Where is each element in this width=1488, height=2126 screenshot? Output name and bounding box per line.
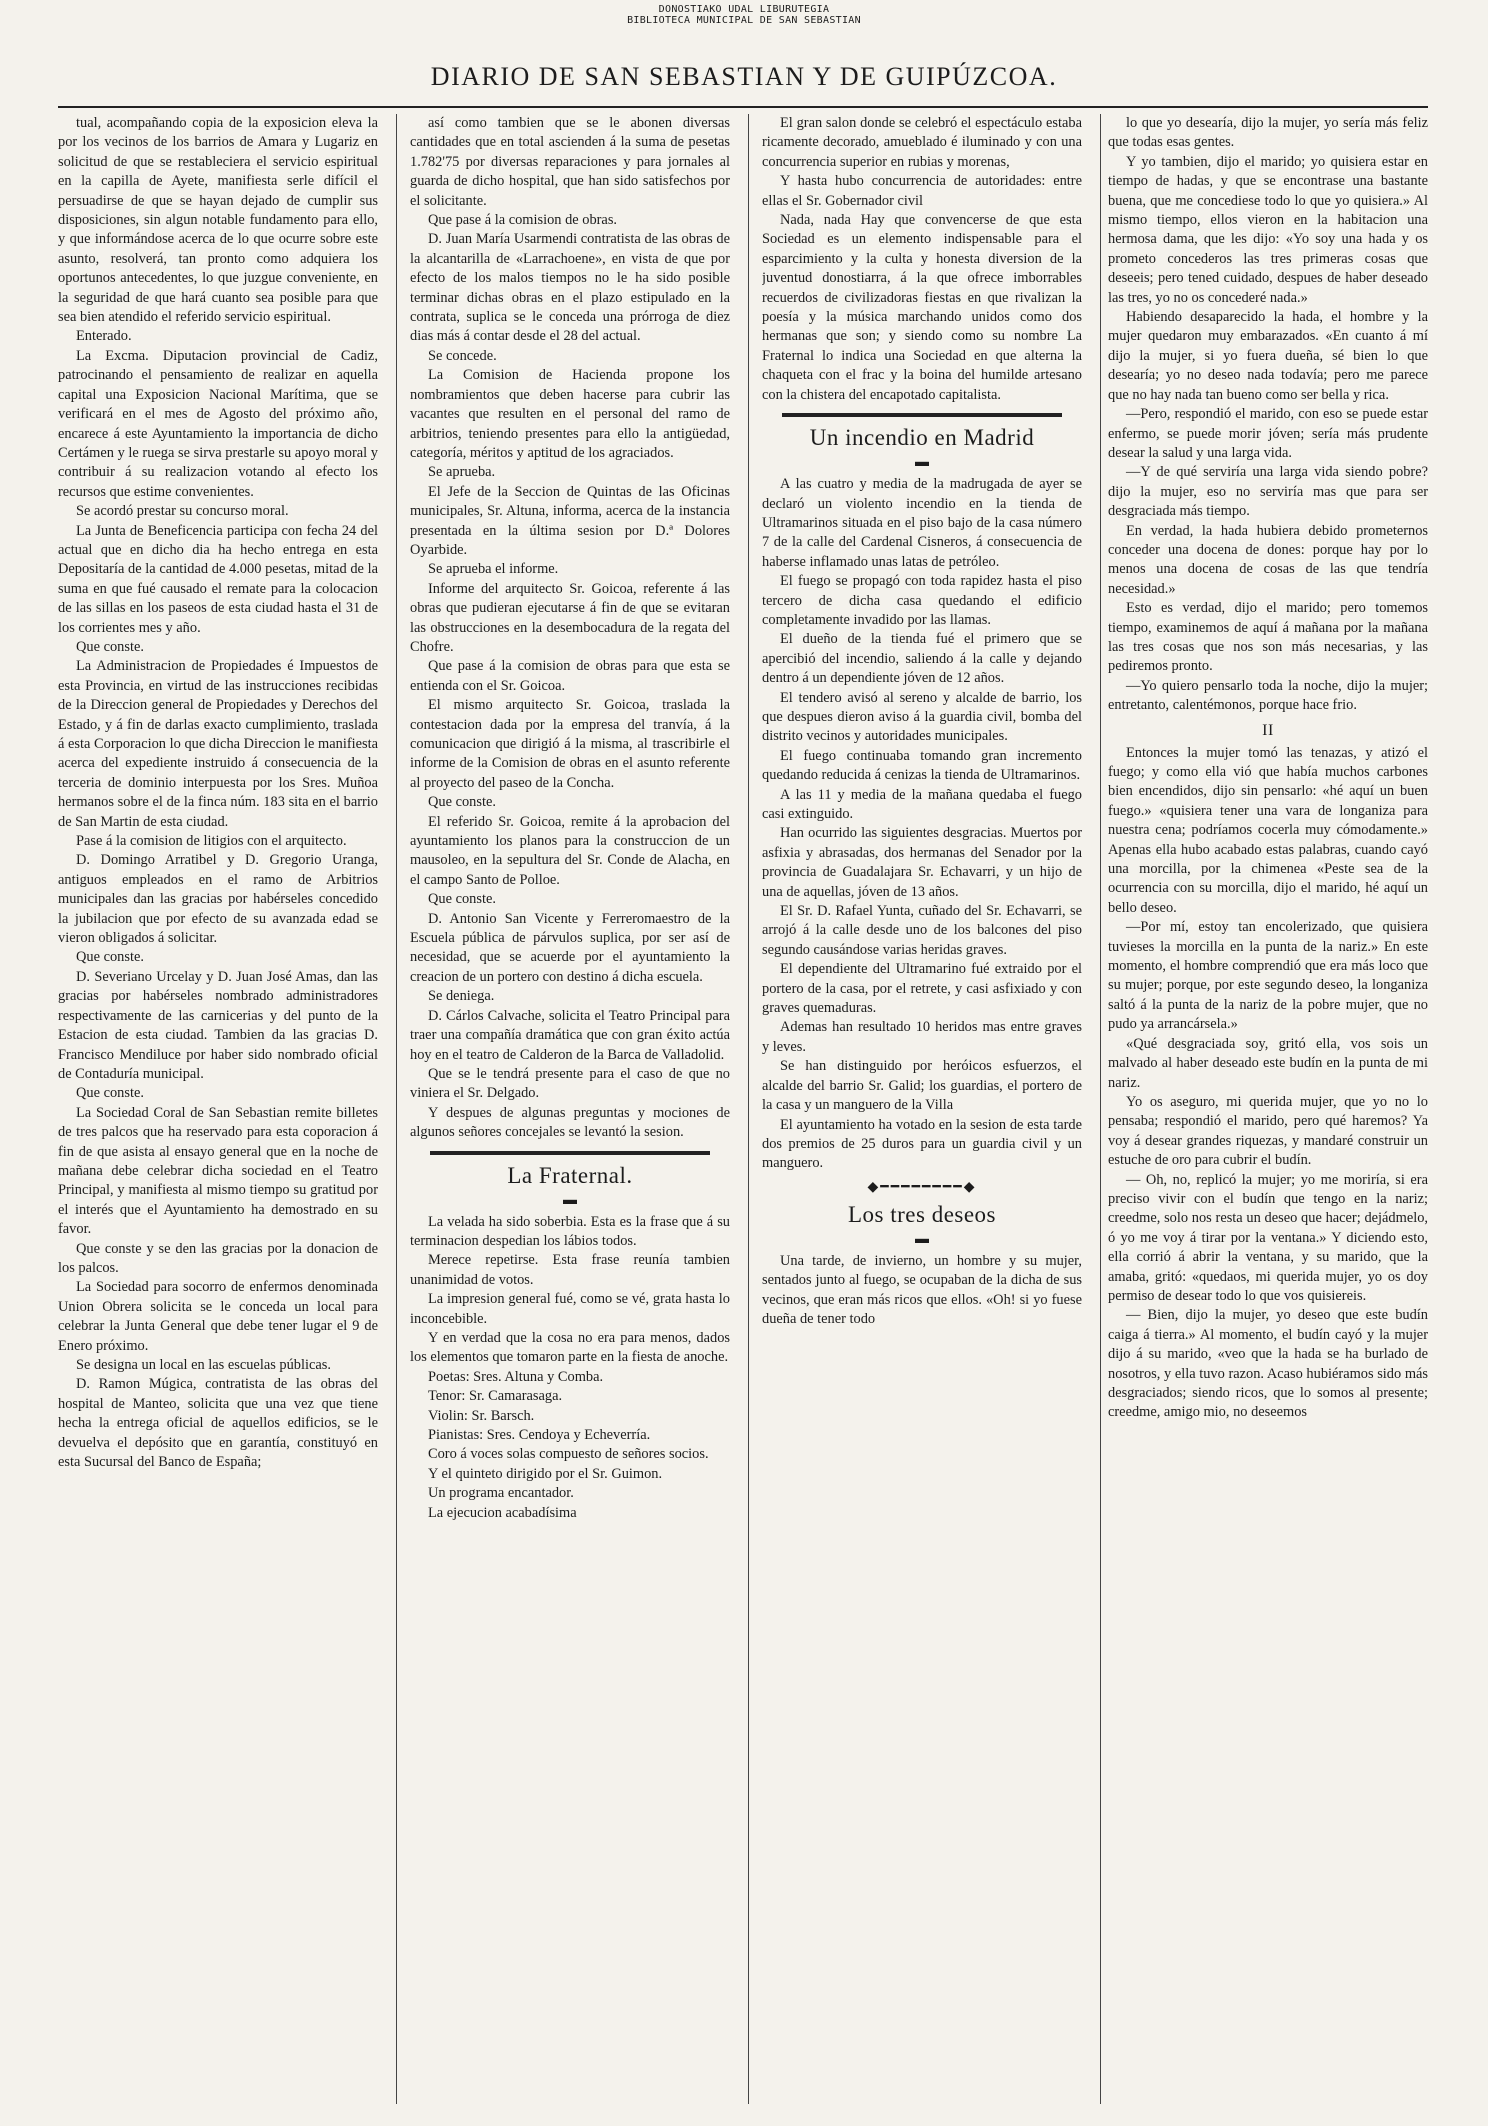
paragraph: —Y de qué serviría una larga vida siendo pobre? dijo la mujer, eso no serviría mas que para ser desgraciada más tiempo. (1108, 464, 1428, 520)
paragraph: El referido Sr. Goicoa, remite á la aprobacion del ayuntamiento los planos para la construccion de un mausoleo, en la sepultura del Sr. Conde de Alacha, en el campo Santo de Polloe. (410, 813, 730, 888)
paragraph: Poetas: Sres. Altuna y Comba. (428, 1368, 604, 1385)
page-columns (58, 114, 1428, 2104)
section-divider-ornament: ◆━━━━━━━━◆ (867, 1179, 977, 1195)
paragraph: La Excma. Diputacion provincial de Cadiz, patrocinando el pensamiento de realizar en aquella capital una Exposicion Nacional Marítima, que se verificará en el mes de Agosto del próximo año, encarece á este Ayuntamiento la importancia de dicho Certámen y le ruega se sirva prestarle su apoyo moral y contribuir á su realizacion votando al efecto los recursos que estime convenientes. (58, 347, 378, 500)
paragraph: —Yo quiero pensarlo toda la noche, dijo la mujer; entretanto, calentémonos, porque hace frio. (1108, 677, 1428, 714)
section-title-fraternal: La Fraternal. (507, 1162, 633, 1188)
paragraph: Yo os aseguro, mi querida mujer, que yo no lo pensaba; respondió el marido, pero qué haremos? Ya voy á desear grandes riquezas, y mandaré construir un estuche de oro para cubrir el budín. (1108, 1093, 1428, 1169)
paragraph: Habiendo desaparecido la hada, el hombre y la mujer quedaron muy embarazados. «En cuanto á mí dijo la mujer, si yo fuera dueña, sé bien lo que desearía; yo no deseo nada todavía; pero me parece que no hay nada tan bueno como ser bella y rica. (1108, 309, 1428, 403)
paragraph: El Sr. D. Rafael Yunta, cuñado del Sr. Echavarri, se arrojó á la calle desde uno de los balcones del piso segundo causándose varias heridas graves. (762, 903, 1082, 958)
column-3 (762, 114, 1082, 2104)
title-ornament: ▬ (915, 1231, 929, 1247)
column-2 (410, 114, 730, 2104)
paragraph: Coro á voces solas compuesto de señores socios. (428, 1446, 709, 1463)
paragraph: La impresion general fué, como se vé, grata hasta lo inconcebible. (410, 1291, 730, 1327)
deseos-article (762, 1252, 1082, 1330)
deseos-article-continued (1108, 114, 1428, 716)
fraternal-article (410, 1213, 730, 1524)
paragraph: —Por mí, estoy tan encolerizado, que quisiera tuvieses la morcilla en la punta de la nariz.» En este momento, el hombre comprendió que era más loco que su mujer; porque, por este segundo deseo, la longaniza saltó á la punta de la nariz de la pobre mujer, que no pudo ya arrancársela.» (1108, 919, 1428, 1033)
paragraph: El mismo arquitecto Sr. Goicoa, traslada la contestacion dada por la empresa del tranvía, á la comunicacion que dirigió á la misma, al trascribirle el informe de la Comision de obras en el asunto referente al proyecto del paseo de la Concha. (410, 697, 730, 791)
paragraph: Y hasta hubo concurrencia de autoridades: entre ellas el Sr. Gobernador civil (762, 173, 1082, 209)
paragraph: Pianistas: Sres. Cendoya y Echeverría. (428, 1427, 651, 1443)
paragraph: Un programa encantador. (428, 1485, 574, 1502)
fraternal-article-continued (762, 114, 1082, 405)
paragraph: Y en verdad que la cosa no era para menos, dados los elementos que tomaron parte en la fiesta de anoche. (410, 1329, 730, 1366)
column-divider (396, 114, 397, 2104)
column-divider (748, 114, 749, 2104)
paragraph: El ayuntamiento ha votado en la sesion de esta tarde dos premios de 25 duros para un guardia civil y un manguero. (762, 1116, 1082, 1172)
section-title-incendio: Un incendio en Madrid (809, 425, 1035, 451)
paragraph: El dueño de la tienda fué el primero que se apercibió del incendio, saliendo á la calle y dejando dentro á un dependiente jóven de 12 años. (762, 631, 1082, 687)
title-ornament: ▬ (915, 455, 929, 471)
library-name-spanish: BIBLIOTECA MUNICIPAL DE SAN SEBASTIAN (627, 15, 861, 26)
paragraph: El fuego continuaba tomando gran incremento quedando reducida á cenizas la tienda de Ultramarinos. (762, 747, 1082, 784)
paragraph: Nada, nada Hay que convencerse de que esta Sociedad es un elemento indispensable para el esparcimiento y la culta y honesta diversion de la juventud donostiarra, á la que ofrece imborrables recuerdos de civilizadoras fiestas en que rivalizan la poesía y la música marchando unidos como dos hermanas que son; y siendo como su nombre La Fraternal lo indica una Sociedad en que alterna la chaqueta con el frac y la boina del humilde artesano con la chistera del encapotado capitalista. (762, 212, 1082, 403)
paragraph: A las 11 y media de la mañana quedaba el fuego casi extinguido. (762, 786, 1082, 822)
paragraph: D. Cárlos Calvache, solicita el Teatro Principal para traer una compañía dramática que con gran éxito actúa hoy en el teatro de Calderon de la Barca de Valladolid. (410, 1007, 730, 1063)
paragraph: D. Domingo Arratibel y D. Gregorio Uranga, antiguos empleados en el ramo de Arbitrios municipales dan las gracias por habérseles concedido la jubilacion que por efecto de su avanzada edad se vieron obligados á solicitar. (58, 852, 378, 947)
paragraph: Se deniega. (428, 988, 495, 1005)
paragraph: A las cuatro y media de la madrugada de ayer se declaró un violento incendio en la tienda de Ultramarinos situada en el piso bajo de la casa número 7 de la calle del Cardenal Cisneros, á consecuencia de haberse inflamado unas latas de petróleo. (762, 476, 1082, 570)
paragraph: La Junta de Beneficencia participa con fecha 24 del actual que en dicho dia ha hecho entrega en esta Depositaría de la cantidad de 4.000 pesetas, mitad de la suma en que fué causado el remate para la colocacion de las sillas en los paseos de esta ciudad hasta el 31 de los corrientes mes y año. (58, 522, 378, 636)
newspaper-masthead: DIARIO DE SAN SEBASTIAN Y DE GUIPÚZCOA. (430, 62, 1058, 91)
paragraph: «Qué desgraciada soy, gritó ella, vos sois un malvado al haber deseado este budín en la punta de mi nariz. (1108, 1035, 1428, 1091)
paragraph: Que conste y se den las gracias por la donacion de los palcos. (58, 1240, 378, 1276)
paragraph: Informe del arquitecto Sr. Goicoa, referente á las obras que pudieran ejecutarse á fin de que se evitaran las obstrucciones en la desembocadura de la regata del Chofre. (410, 580, 730, 655)
masthead-rule (58, 106, 1428, 108)
paragraph: Una tarde, de invierno, un hombre y su mujer, sentados junto al fuego, se ocupaban de la dicha de sus vecinos, que eran más ricos que ellos. «Oh! si yo fuese dueña de tener todo (762, 1252, 1082, 1327)
paragraph: Que conste. (428, 794, 496, 811)
incendio-article (762, 475, 1082, 1174)
paragraph: La ejecucion acabadísima (428, 1504, 577, 1521)
column-4 (1108, 114, 1428, 2104)
paragraph: Se concede. (428, 347, 497, 364)
paragraph: Enterado. (76, 328, 132, 345)
paragraph: Y el quinteto dirigido por el Sr. Guimon. (428, 1465, 663, 1482)
paragraph: Ademas han resultado 10 heridos mas entre graves y leves. (762, 1019, 1082, 1055)
paragraph: El fuego se propagó con toda rapidez hasta el piso tercero de dicha casa quedando el edificio completamente invadido por las llamas. (762, 573, 1082, 628)
council-minutes-continued (410, 114, 730, 1143)
paragraph: — Bien, dijo la mujer, yo deseo que este budín caiga á tierra.» Al momento, el budín cayó y la mujer dijo á su marido, «veo que la hada se ha burlado de nosotros, y ella tuvo razon. Acaso hubiéramos sido más desgraciados; siendo ricos, que lo somos al presente; creedme, amigo mio, no deseemos (1108, 1307, 1428, 1421)
paragraph: Se aprueba el informe. (428, 561, 559, 578)
paragraph: El dependiente del Ultramarino fué extraido por el portero de la casa, por el retrete, y casi asfixiado y con graves quemaduras. (762, 961, 1082, 1017)
paragraph: D. Juan María Usarmendi contratista de las obras de la alcantarilla de «Larrachoene», en vista de que por efecto de los malos tiempos no le ha sido posible terminar dichas obras en el plazo estipulado en la contrata, suplica se le conceda una prórroga de diez dias más á contar desde el 28 del actual. (410, 231, 730, 345)
paragraph: Se designa un local en las escuelas públicas. (76, 1357, 331, 1373)
paragraph: La velada ha sido soberbia. Esta es la frase que á su terminacion despedian los lábios todos. (410, 1213, 730, 1249)
paragraph: Han ocurrido las siguientes desgracias. Muertos por asfixia y abrasadas, dos hermanas del Senador por la provincia de Guadalajara Sr. Echavarri, y un hijo de una de aquellas, jóven de 13 años. (762, 825, 1082, 900)
paragraph: La Administracion de Propiedades é Impuestos de esta Provincia, en virtud de las instrucciones recibidas de la Direccion general de Propiedades y Derechos del Estado, y á fin de darlas exacto cumplimiento, traslada á esta Corporacion lo que dicha Direccion le manifiesta acerca del expediente instruido á consecuencia de la terceria de dominio interpuesta por los Sres. Muñoa hermanos sobre el de la finca núm. 183 sita en el barrio de San Martin de esta ciudad. (58, 658, 378, 830)
column-divider (1100, 114, 1101, 2104)
paragraph: Violin: Sr. Barsch. (428, 1407, 535, 1424)
paragraph: La Sociedad para socorro de enfermos denominada Union Obrera solicita se le conceda un local para celebrar la Junta General que debe tener lugar el 9 de Enero próximo. (58, 1279, 378, 1354)
paragraph: El tendero avisó al sereno y alcalde de barrio, los que despues dieron aviso á la guardia civil, bomba del distrito vecinos y autoridades municipales. (762, 689, 1082, 745)
paragraph: La Sociedad Coral de San Sebastian remite billetes de tres palcos que ha reservado para esta coporacion á fin de que asista al ensayo general que en la noche de mañana debe celebrar dicha sociedad en el Teatro Principal, y manifiesta al mismo tiempo su gratitud por el interés que el Ayuntamiento ha demostrado en su favor. (58, 1104, 378, 1238)
paragraph: El gran salon donde se celebró el espectáculo estaba ricamente decorado, amueblado é iluminado y con una concurrencia superior en rubias y morenas, (762, 115, 1082, 170)
paragraph: así como tambien que se le abonen diversas cantidades que en total ascienden á la suma de pesetas 1.782'75 por diversas reparaciones y para jornales al guarda de dicho hospital, que han sido satisfechos por el solicitante. (410, 115, 730, 209)
paragraph: D. Ramon Múgica, contratista de las obras del hospital de Manteo, solicita que una vez que tiene hecha la entrega oficial de aquellos edificios, se le devuelva el depósito que en garantía, constituyó en esta Sucursal del Banco de España; (58, 1376, 378, 1471)
paragraph: —Pero, respondió el marido, con eso se puede estar enfermo, se puede morir jóven; sería más prudente desear la salud y una larga vida. (1108, 406, 1428, 461)
paragraph: Tenor: Sr. Camarasaga. (428, 1388, 563, 1405)
section-title-deseos: Los tres deseos (847, 1201, 997, 1227)
paragraph: Que conste. (76, 638, 144, 655)
paragraph: Y yo tambien, dijo el marido; yo quisiera estar en tiempo de hadas, y que se encontrase una bastante buena, que me concediese todo lo que yo quisiera.» Al mismo tiempo, ellos vieron en la habitacion una hermosa dama, que les dijo: «Yo soy una hada y os prometo concederos las tres primeras cosas que deseeis; pero tened cuidado, despues de haber deseado las tres, yo no os concederé nada.» (1108, 153, 1428, 306)
library-name-basque: DONOSTIAKO UDAL LIBURUTEGIA (658, 4, 830, 15)
section-divider-bar (430, 1151, 710, 1155)
paragraph: tual, acompañando copia de la exposicion eleva la por los vecinos de los barrios de Amara y Lugariz en solicitud de que se restableciera el servicio espiritual en la capilla de Ayete, manifiesta serle difícil el persuadirse de que se hayan dejado de cumplir sus disposiciones, sin algun notable fundamento para ello, y que informándose acerca de lo que ocurre sobre este asunto, resolverá, tan pronto como adquiera los oportunos antecedentes, lo que juzgue conveniente, en la seguridad de que hará cuanto sea posible para que sea bien atendido el referido servicio espiritual. (58, 115, 378, 326)
library-stamp (0, 4, 1488, 26)
paragraph: Se acordó prestar su concurso moral. (76, 503, 289, 520)
paragraph: Y despues de algunas preguntas y mociones de algunos señores concejales se levantó la sesion. (410, 1104, 730, 1141)
chapter-numeral: II (1262, 721, 1274, 739)
deseos-chapter-2 (1108, 744, 1428, 1423)
paragraph: Que conste. (76, 949, 144, 966)
paragraph: Que conste. (428, 891, 496, 908)
paragraph: Que pase á la comision de obras para que esta se entienda con el Sr. Goicoa. (410, 658, 730, 694)
paragraph: Que conste. (76, 1085, 144, 1102)
paragraph: En verdad, la hada hubiera debido prometernos conceder una docena de dones: porque hay por lo menos una docena de cosas de las que tendría necesidad.» (1108, 522, 1428, 597)
paragraph: D. Severiano Urcelay y D. Juan José Amas, dan las gracias por habérseles nombrado administradores respectivamente de las carnicerias y del punto de la Estacion de esta ciudad. Tambien da las gracias D. Francisco Mendiluce por haber sido nombrado oficial de Contaduría municipal. (58, 968, 378, 1082)
paragraph: Pase á la comision de litigios con el arquitecto. (76, 833, 347, 850)
paragraph: Se aprueba. (428, 464, 496, 481)
paragraph: — Oh, no, replicó la mujer; yo me moriría, si era preciso vivir con el budín que tengo en la nariz; creedme, solo nos resta un deseo que hacer; dejádmelo, ó yo me voy á tirar por la ventana.» Y diciendo esto, ella corrió á abrir la ventana, y su marido, que la amaba, gritó: «quedaos, mi querida mujer, yo os doy permiso de desear todo lo que vos quisiereis. (1108, 1171, 1428, 1304)
paragraph: Que pase á la comision de obras. (428, 212, 618, 229)
column-1 (58, 114, 378, 2104)
title-ornament: ▬ (563, 1192, 577, 1208)
paragraph: Merece repetirse. Esta frase reunía tambien unanimidad de votos. (410, 1252, 730, 1288)
paragraph: Se han distinguido por heróicos esfuerzos, el alcalde del barrio Sr. Galid; los guardias, el portero de la casa y un manguero de la Villa (762, 1058, 1082, 1114)
paragraph: D. Antonio San Vicente y Ferreromaestro de la Escuela pública de párvulos suplica, por ser así de necesidad, que se acuerde por el ayuntamiento la creacion de un portero con destino á dicha escuela. (410, 910, 730, 985)
section-divider-bar (782, 413, 1062, 417)
paragraph: lo que yo desearía, dijo la mujer, yo sería más feliz que todas esas gentes. (1108, 115, 1428, 151)
paragraph: La Comision de Hacienda propone los nombramientos que deben hacerse para cubrir las vacantes que resulten en el personal del ramo de arbitrios, teniendo presentes para ello la antigüedad, categoría, méritos y aptitud de los agraciados. (410, 367, 730, 461)
paragraph: Que se le tendrá presente para el caso de que no viniera el Sr. Delgado. (410, 1065, 730, 1102)
paragraph: Entonces la mujer tomó las tenazas, y atizó el fuego; y como ella vió que había muchos carbones bien encendidos, dijo sin pensarlo: «hé aquí un buen fuego.» «quisiera tener una vara de longaniza para nuestra cena; podríamos cocerla muy cómodamente.» Apenas ella hubo acabado estas palabras, cuando cayó una morcilla, por la chimenea «Peste sea de la ocurrencia con su morcilla, dijo el marido, hé aquí un bello deseo. (1108, 744, 1428, 916)
paragraph: Esto es verdad, dijo el marido; pero tomemos tiempo, examinemos de aquí á mañana por la mañana las tres cosas que nos son más necesarias, y las pediremos pronto. (1108, 600, 1428, 675)
paragraph: El Jefe de la Seccion de Quintas de las Oficinas municipales, Sr. Altuna, informa, acerca de la instancia presentada en la última sesion por D.ª Dolores Oyarbide. (410, 483, 730, 558)
